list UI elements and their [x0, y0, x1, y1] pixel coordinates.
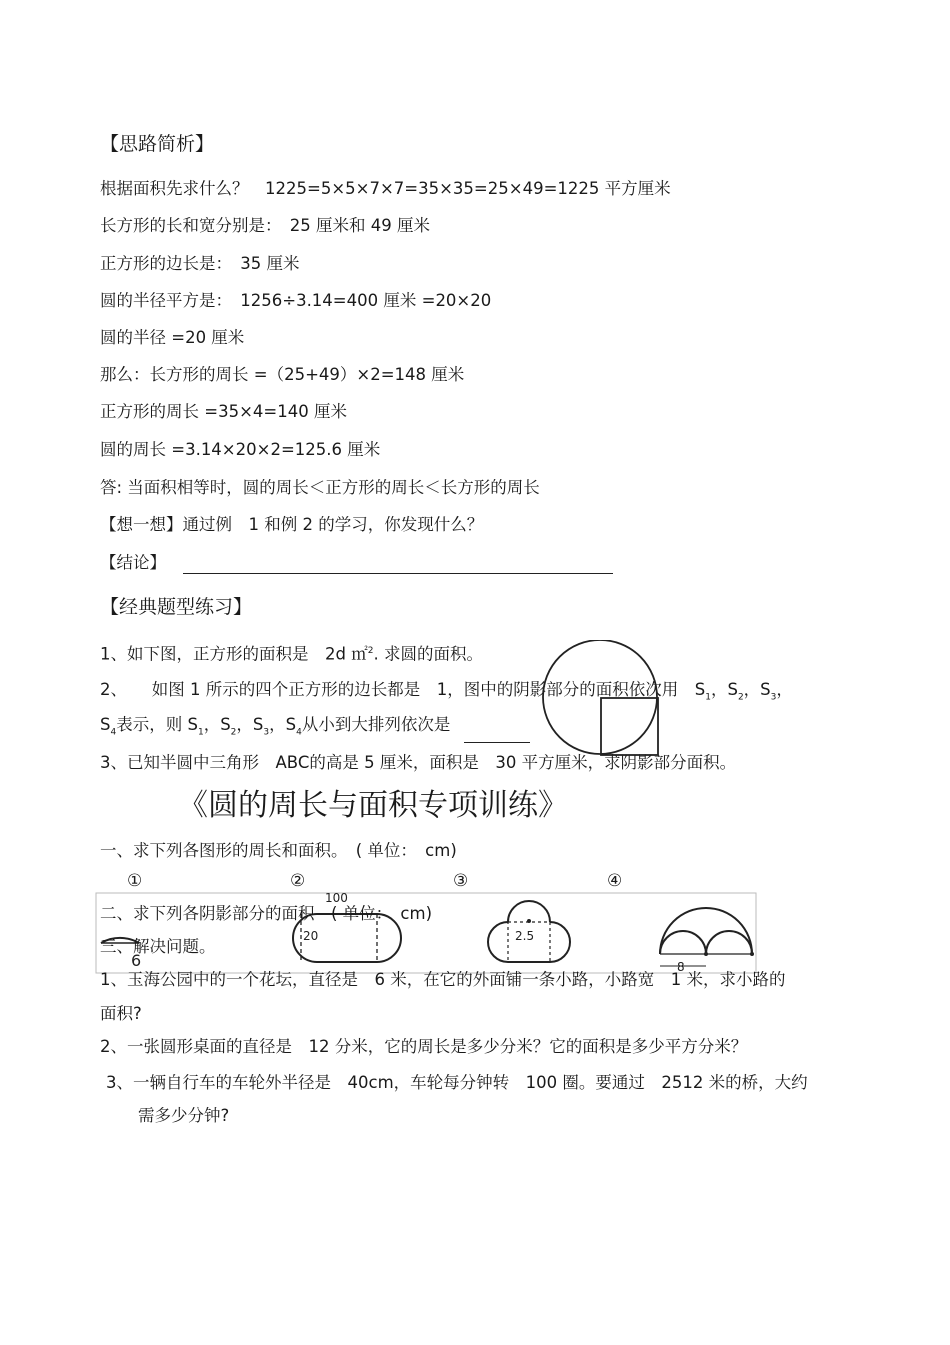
analysis-line-5: 圆的半径 =20 厘米 — [100, 328, 245, 347]
page-title: 《圆的周长与面积专项训练》 — [178, 788, 568, 823]
fig3-left-arc — [488, 922, 508, 962]
fig4-small-arc-left — [660, 931, 706, 954]
problem-1-line-1: 1、玉海公园中的一个花坛，直径是 6 米，在它的外面铺一条小路，小路宽 1 米，求小路的 — [100, 970, 786, 989]
marker-4: ④ — [607, 871, 623, 891]
analysis-line-6: 那么：长方形的周长 =（25+49）×2=148 厘米 — [100, 365, 465, 384]
section-heading-practice: 【经典题型练习】 — [100, 596, 253, 618]
practice-q1: 1、如下图，正方形的面积是 2d ㎡$^2$. 求圆的面积。 — [100, 644, 483, 664]
circle-shape — [543, 640, 657, 754]
part-two-heading: 二、求下列各阴影部分的面积 ( 单位： cm) — [100, 904, 433, 923]
fig2-label-100: 100 — [325, 891, 348, 905]
problem-1-line-2: 面积? — [100, 1004, 142, 1023]
conclusion-label: 【结论】 — [100, 553, 166, 572]
q2-blank[interactable] — [464, 728, 530, 743]
problem-3-line-1: 3、一辆自行车的车轮外半径是 40cm，车轮每分钟转 100 圈。要通过 2512 米的桥，大约 — [106, 1073, 808, 1092]
analysis-line-1: 根据面积先求什么？ 1225=5×5×7×7=35×35=25×49=1225 平方厘米 — [100, 179, 671, 198]
think-prompt: 【想一想】通过例 1 和例 2 的学习，你发现什么？ — [100, 515, 484, 534]
analysis-line-4: 圆的半径平方是： 1256÷3.14=400 厘米 =20×20 — [100, 291, 492, 310]
practice-q3: 3、已知半圆中三角形 ABC的高是 5 厘米，面积是 30 平方厘米，求阴影部分面积。 — [100, 753, 737, 772]
analysis-line-7: 正方形的周长 =35×4=140 厘米 — [100, 402, 347, 421]
part-three-heading: 三、解决问题。 — [100, 937, 216, 956]
fig1-label-6: 6 — [131, 951, 142, 970]
circle-square-figure — [540, 640, 666, 762]
fig3-right-arc — [550, 922, 570, 962]
fig4-mid-dot — [704, 952, 708, 956]
fig2-label-20: 20 — [303, 929, 319, 943]
marker-1: ① — [127, 871, 143, 891]
analysis-answer: 答: 当面积相等时，圆的周长＜正方形的周长＜长方形的周长 — [100, 478, 540, 497]
conclusion-blank[interactable] — [183, 559, 613, 574]
problem-3-line-2: 需多少分钟? — [138, 1106, 230, 1125]
figures-strip — [95, 888, 760, 976]
analysis-line-8: 圆的周长 =3.14×20×2=125.6 厘米 — [100, 440, 381, 459]
practice-q2-line1: 2、 如图 1 所示的四个正方形的边长都是 1，图中的阴影部分的面积依次用 $S_1$，$S_2$，$S_3$， — [100, 680, 793, 703]
fig3-center-dot — [527, 919, 531, 923]
analysis-line-3: 正方形的边长是： 35 厘米 — [100, 254, 300, 273]
fig4-small-arc-right — [706, 931, 752, 954]
marker-3: ③ — [453, 871, 469, 891]
fig3-top-arc — [508, 901, 550, 922]
marker-2: ② — [290, 871, 306, 891]
analysis-line-2: 长方形的长和宽分别是： 25 厘米和 49 厘米 — [100, 216, 430, 235]
fig4-end-dot — [750, 952, 754, 956]
problem-2: 2、一张圆形桌面的直径是 12 分米，它的周长是多少分米？它的面积是多少平方分米？ — [100, 1037, 748, 1056]
fig4-label-8: 8 — [677, 960, 685, 974]
part-one-heading: 一、求下列各图形的周长和面积。 ( 单位： cm) — [100, 841, 457, 860]
fig3-label-2-5: 2.5 — [515, 929, 535, 943]
conclusion-line — [100, 552, 613, 574]
section-heading-analysis: 【思路简析】 — [100, 133, 215, 155]
practice-q2-line2: $S_4$表示，则 $S_1$，$S_2$，$S_3$，$S_4$从小到大排列依次是 — [100, 714, 530, 743]
